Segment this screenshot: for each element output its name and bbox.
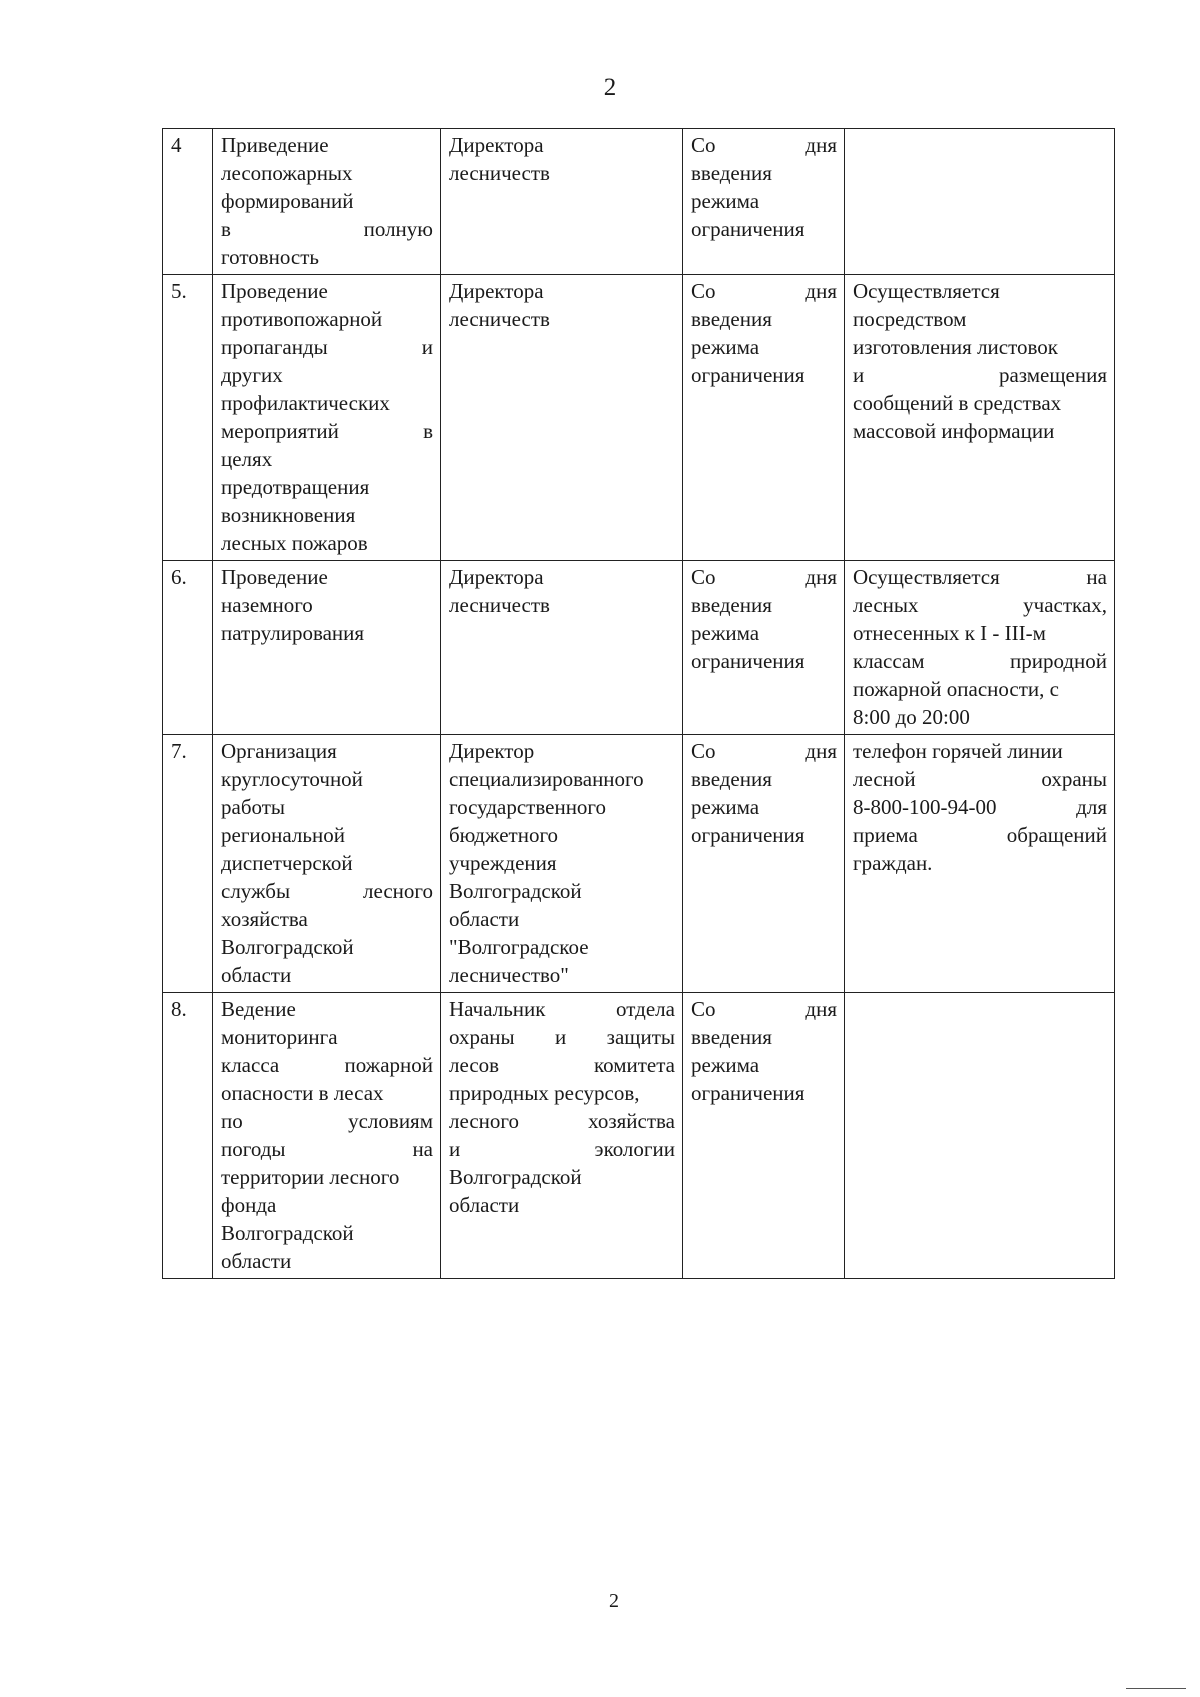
event-cell-line: возникновения [221, 503, 356, 527]
term-cell-line: введения [691, 161, 772, 185]
responsible-cell-line: "Волгоградское [449, 935, 589, 959]
event-cell-line: региональной [221, 823, 345, 847]
responsible-cell-line: специализированного [449, 767, 644, 791]
event-cell-line: формирований [221, 189, 354, 213]
term-cell-line: режима [691, 1053, 760, 1077]
note-cell-line: массовой информации [853, 419, 1055, 443]
event-cell-line: других [221, 363, 283, 387]
row-number: 6. [163, 561, 213, 735]
note-cell-line: Осуществляется [853, 279, 1000, 303]
table-row [163, 735, 1115, 993]
note-cell-line: 8-800-100-94-00 для [853, 795, 1107, 819]
responsible-cell-line: Директора [449, 279, 544, 303]
term-cell-line: Со дня [691, 133, 837, 157]
term-cell-line: Со дня [691, 997, 837, 1021]
table-row [163, 993, 1115, 1279]
note-cell-line: 8:00 до 20:00 [853, 705, 970, 729]
row-number: 4 [163, 129, 213, 275]
note-cell-line: телефон горячей линии [853, 739, 1063, 763]
event-cell-line: противопожарной [221, 307, 383, 331]
term-cell-line: Со дня [691, 565, 837, 589]
event-cell-line: диспетчерской [221, 851, 353, 875]
event-cell-line: погоды на [221, 1137, 433, 1161]
event-cell-line: Волгоградской [221, 1221, 354, 1245]
term-cell-line: Со дня [691, 739, 837, 763]
event-cell [213, 275, 441, 561]
term-cell-line: введения [691, 1025, 772, 1049]
event-cell-line: территории лесного [221, 1165, 400, 1189]
scan-edge-mark [1126, 1688, 1186, 1689]
event-cell-line: пропаганды и [221, 335, 433, 359]
term-cell-line: ограничения [691, 1081, 805, 1105]
term-cell [683, 275, 845, 561]
responsible-cell-line: государственного [449, 795, 607, 819]
event-cell-line: мероприятий в [221, 419, 433, 443]
note-cell-line: посредством [853, 307, 967, 331]
event-cell-line: класса пожарной [221, 1053, 433, 1077]
event-cell-line: целях [221, 447, 273, 471]
event-cell-line: профилактических [221, 391, 390, 415]
responsible-cell-line: лесничеств [449, 307, 550, 331]
event-cell-line: лесопожарных [221, 161, 353, 185]
responsible-cell-line: лесного хозяйства [449, 1109, 675, 1133]
event-cell-line: круглосуточной [221, 767, 363, 791]
event-cell [213, 129, 441, 275]
term-cell-line: режима [691, 795, 760, 819]
responsible-cell-line: Директор [449, 739, 535, 763]
term-cell-line: ограничения [691, 363, 805, 387]
responsible-cell [441, 129, 683, 275]
table-row [163, 561, 1115, 735]
event-cell-line: хозяйства [221, 907, 308, 931]
event-cell-line: по условиям [221, 1109, 433, 1133]
event-cell-line: Приведение [221, 133, 329, 157]
note-cell-line: и размещения [853, 363, 1107, 387]
event-cell-line: Волгоградской [221, 935, 354, 959]
note-cell [845, 993, 1115, 1279]
responsible-cell-line: охраны и защиты [449, 1025, 675, 1049]
responsible-cell-line: Волгоградской [449, 1165, 582, 1189]
term-cell-line: введения [691, 307, 772, 331]
note-cell-line: лесной охраны [853, 767, 1107, 791]
responsible-cell-line: лесничеств [449, 161, 550, 185]
row-number: 8. [163, 993, 213, 1279]
responsible-cell-line: бюджетного [449, 823, 559, 847]
event-cell-line: патрулирования [221, 621, 365, 645]
event-cell-line: области [221, 963, 292, 987]
term-cell [683, 129, 845, 275]
page-number-top: 2 [603, 74, 617, 101]
responsible-cell [441, 993, 683, 1279]
table-body [163, 129, 1115, 1279]
term-cell-line: Со дня [691, 279, 837, 303]
term-cell-line: ограничения [691, 823, 805, 847]
event-cell-line: области [221, 1249, 292, 1273]
responsible-cell-line: области [449, 1193, 520, 1217]
term-cell-line: введения [691, 593, 772, 617]
event-cell-line: Проведение [221, 565, 328, 589]
responsible-cell-line: лесничество" [449, 963, 569, 987]
responsible-cell-line: и экологии [449, 1137, 675, 1161]
event-cell-line: Ведение [221, 997, 296, 1021]
responsible-cell-line: учреждения [449, 851, 557, 875]
responsible-cell-line: Волгоградской [449, 879, 582, 903]
event-cell-line: наземного [221, 593, 313, 617]
responsible-cell-line: Директора [449, 133, 544, 157]
event-cell-line: службы лесного [221, 879, 433, 903]
table-row [163, 129, 1115, 275]
responsible-cell-line: области [449, 907, 520, 931]
note-cell-line: приема обращений [853, 823, 1107, 847]
note-cell-line: классам природной [853, 649, 1107, 673]
note-cell-line: отнесенных к I - III-м [853, 621, 1046, 645]
responsible-cell [441, 561, 683, 735]
event-cell [213, 561, 441, 735]
responsible-cell-line: Директора [449, 565, 544, 589]
term-cell-line: ограничения [691, 217, 805, 241]
term-cell-line: режима [691, 621, 760, 645]
event-cell-line: фонда [221, 1193, 277, 1217]
event-cell-line: работы [221, 795, 286, 819]
responsible-cell [441, 735, 683, 993]
row-number: 5. [163, 275, 213, 561]
note-cell [845, 561, 1115, 735]
responsible-cell [441, 275, 683, 561]
note-cell-line: изготовления листовок [853, 335, 1058, 359]
page-number-bottom: 2 [609, 1590, 619, 1612]
event-cell [213, 735, 441, 993]
note-cell [845, 129, 1115, 275]
event-cell-line: опасности в лесах [221, 1081, 384, 1105]
term-cell-line: ограничения [691, 649, 805, 673]
responsible-cell-line: Начальник отдела [449, 997, 675, 1021]
event-cell [213, 993, 441, 1279]
event-cell-line: Проведение [221, 279, 328, 303]
table-row [163, 275, 1115, 561]
event-cell-line: готовность [221, 245, 319, 269]
event-cell-line: предотвращения [221, 475, 370, 499]
term-cell-line: режима [691, 189, 760, 213]
measures-table [162, 128, 1115, 1279]
note-cell-line: сообщений в средствах [853, 391, 1062, 415]
note-cell [845, 275, 1115, 561]
term-cell [683, 993, 845, 1279]
row-number: 7. [163, 735, 213, 993]
note-cell-line: граждан. [853, 851, 933, 875]
responsible-cell-line: лесничеств [449, 593, 550, 617]
note-cell-line: пожарной опасности, с [853, 677, 1059, 701]
note-cell [845, 735, 1115, 993]
responsible-cell-line: лесов комитета [449, 1053, 675, 1077]
event-cell-line: мониторинга [221, 1025, 338, 1049]
term-cell-line: режима [691, 335, 760, 359]
term-cell [683, 735, 845, 993]
event-cell-line: Организация [221, 739, 337, 763]
note-cell-line: Осуществляется на [853, 565, 1107, 589]
term-cell [683, 561, 845, 735]
event-cell-line: лесных пожаров [221, 531, 368, 555]
term-cell-line: введения [691, 767, 772, 791]
note-cell-line: лесных участках, [853, 593, 1107, 617]
responsible-cell-line: природных ресурсов, [449, 1081, 640, 1105]
event-cell-line: в полную [221, 217, 433, 241]
